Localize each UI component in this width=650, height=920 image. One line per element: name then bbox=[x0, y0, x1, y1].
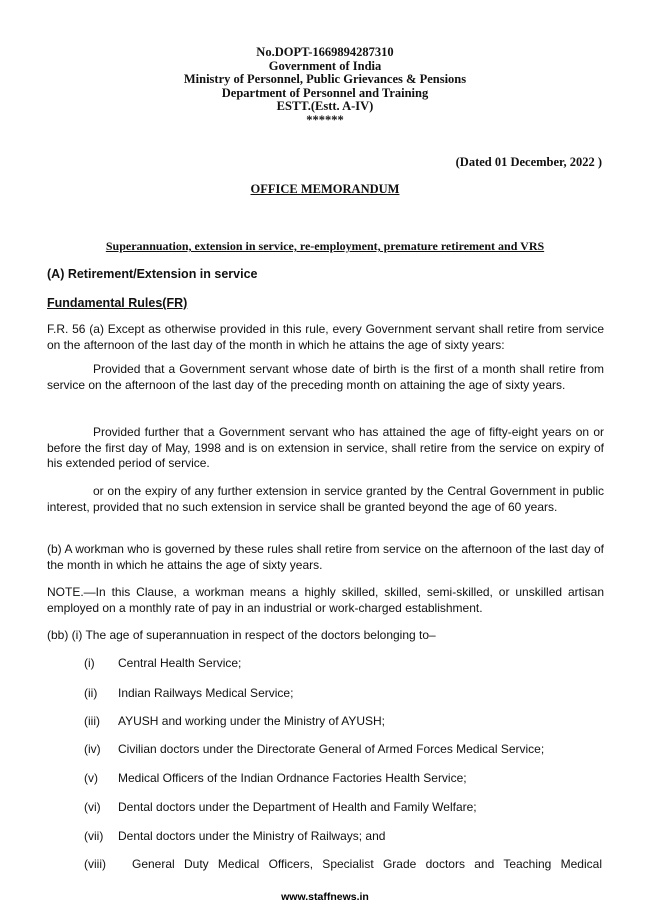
list-number: (viii) bbox=[84, 857, 106, 871]
list-number: (v) bbox=[84, 771, 98, 785]
list-number: (i) bbox=[84, 656, 95, 670]
paragraph-proviso-1: Provided that a Government servant whose date of birth is the first of a month shall retire from service on the afternoon of the last day of the preceding month on attaining the age of sixty years. bbox=[47, 362, 604, 392]
list-number: (vii) bbox=[84, 829, 104, 843]
memo-date: (Dated 01 December, 2022 ) bbox=[455, 155, 602, 169]
paragraph-extension: or on the expiry of any further extension in service granted by the Central Government in public interest, provided that no such extension in service shall be granted beyond the age of 60 years. bbox=[47, 484, 604, 514]
paragraph-fr56a: F.R. 56 (a) Except as otherwise provided in this rule, every Government servant shall retire from service on the afternoon of the last day of the month in which he attains the age of sixty years: bbox=[47, 322, 604, 352]
list-number: (vi) bbox=[84, 800, 101, 814]
paragraph-doctors: (bb) (i) The age of superannuation in respect of the doctors belonging to– bbox=[47, 628, 436, 642]
list-item bbox=[84, 686, 293, 700]
list-text: AYUSH and working under the Ministry of AYUSH; bbox=[118, 714, 385, 728]
section-name: ESTT.(Estt. A-IV) bbox=[276, 99, 374, 114]
list-number: (ii) bbox=[84, 686, 98, 700]
letterhead bbox=[0, 46, 650, 128]
list-number: (iv) bbox=[84, 742, 101, 756]
list-text: Central Health Service; bbox=[118, 656, 242, 670]
reference-number: No.DOPT-1669894287310 bbox=[256, 45, 394, 59]
paragraph-workman: (b) A workman who is governed by these rules shall retire from service on the afternoon of the last day of the month in which he attains the age of sixty years. bbox=[47, 542, 604, 572]
list-text: Indian Railways Medical Service; bbox=[118, 686, 294, 700]
list-item bbox=[84, 857, 604, 871]
list-item bbox=[84, 800, 477, 814]
section-a-heading: (A) Retirement/Extension in service bbox=[47, 267, 258, 281]
paragraph-note: NOTE.—In this Clause, a workman means a highly skilled, skilled, semi-skilled, or unskilled artisan employed on a monthly rate of pay in an industrial or work-charged establishment. bbox=[47, 585, 604, 615]
list-item bbox=[84, 714, 385, 728]
government-name: Government of India bbox=[268, 58, 382, 73]
list-number: (iii) bbox=[84, 714, 100, 728]
ministry-name: Ministry of Personnel, Public Grievances & Pensions bbox=[183, 72, 467, 87]
list-text: Dental doctors under the Ministry of Railways; and bbox=[118, 829, 386, 843]
list-item bbox=[84, 829, 385, 843]
list-text: Dental doctors under the Department of Health and Family Welfare; bbox=[118, 800, 477, 814]
memo-title: OFFICE MEMORANDUM bbox=[250, 182, 400, 196]
list-item bbox=[84, 742, 544, 756]
fr-heading: Fundamental Rules(FR) bbox=[47, 296, 188, 310]
list-text: Medical Officers of the Indian Ordnance Factories Health Service; bbox=[118, 771, 467, 785]
header-separator: ****** bbox=[306, 112, 344, 127]
list-text: Civilian doctors under the Directorate General of Armed Forces Medical Service; bbox=[118, 742, 545, 756]
list-item bbox=[84, 771, 467, 785]
footer-website: www.staffnews.in bbox=[281, 891, 369, 903]
department-name: Department of Personnel and Training bbox=[221, 85, 429, 100]
paragraph-proviso-2: Provided further that a Government servant who has attained the age of fifty-eight years on or before the first day of May, 1998 and is on extension in service, shall retire from the service on expiry of his extended period of service. bbox=[47, 425, 604, 471]
memo-subject: Superannuation, extension in service, re-employment, premature retirement and VRS bbox=[105, 239, 545, 253]
list-item bbox=[84, 656, 241, 670]
list-text: General Duty Medical Officers, Specialist Grade doctors and Teaching Medical bbox=[132, 857, 602, 871]
